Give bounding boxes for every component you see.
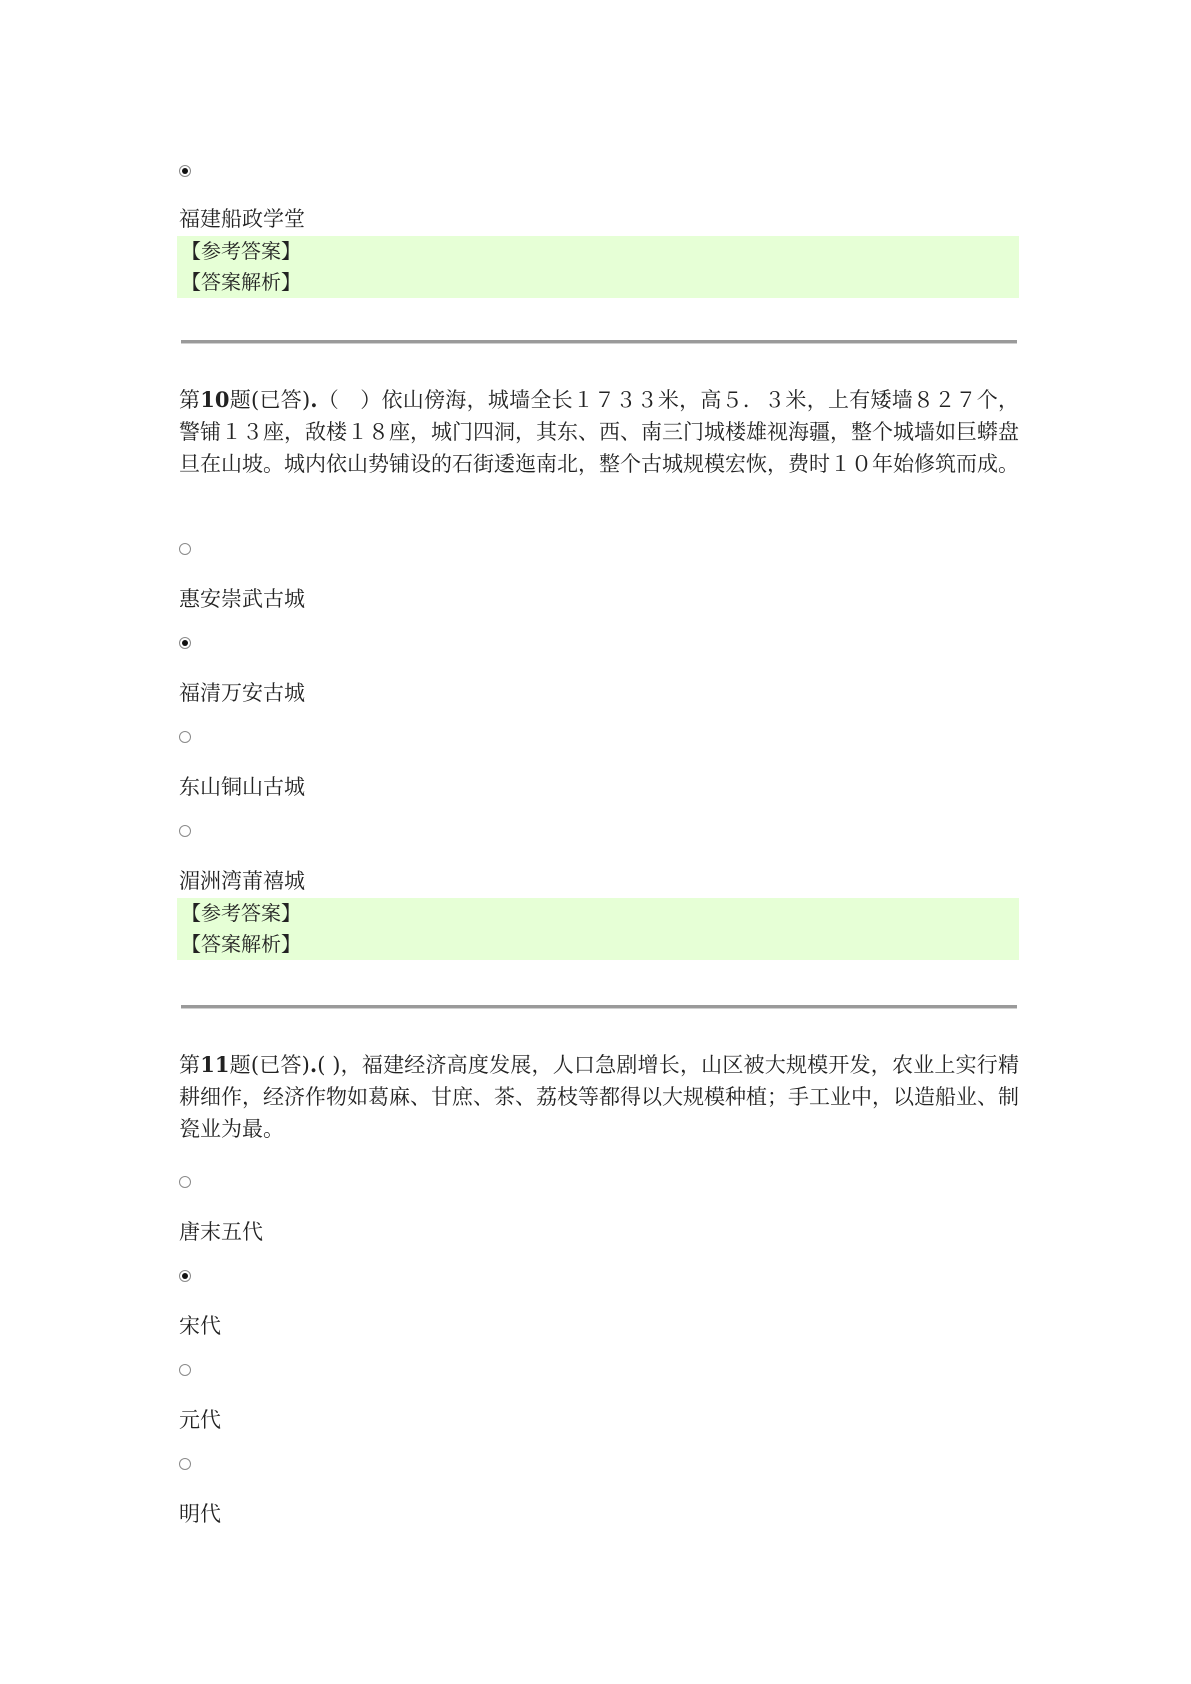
radio-option-q11-1[interactable] bbox=[179, 1176, 191, 1188]
question-prefix: 第 bbox=[179, 1053, 201, 1077]
question-dot: . bbox=[310, 387, 318, 412]
radio-option-q10-2[interactable] bbox=[179, 637, 191, 649]
radio-option-q11-2[interactable] bbox=[179, 1270, 191, 1282]
option-label-q10-4: 湄洲湾莆禧城 bbox=[179, 869, 305, 893]
option-label-q11-2: 宋代 bbox=[179, 1314, 221, 1338]
question-text: ( )，福建经济高度发展，人口急剧增长，山区被大规模开发，农业上实行精耕细作，经济作物如葛麻、甘庶、茶、荔枝等都得以大规模种植；手工业中，以造船业、制瓷业为最。 bbox=[179, 1053, 1020, 1141]
option-label-q11-1: 唐末五代 bbox=[179, 1220, 263, 1244]
answer-box-q10 bbox=[177, 898, 1019, 960]
option-label-q11-3: 元代 bbox=[179, 1408, 221, 1432]
radio-option-q10-4[interactable] bbox=[179, 825, 191, 837]
radio-option-q11-4[interactable] bbox=[179, 1458, 191, 1470]
question-dot: . bbox=[309, 1052, 318, 1077]
radio-option-q10-1[interactable] bbox=[179, 543, 191, 555]
radio-option-prev-1[interactable] bbox=[179, 165, 191, 177]
question-number: 10 bbox=[200, 387, 230, 412]
answer-analysis-label: 【答案解析】 bbox=[181, 932, 301, 956]
answer-box-prev bbox=[177, 236, 1019, 298]
question-status: 题(已答) bbox=[229, 1053, 310, 1077]
radio-option-q10-3[interactable] bbox=[179, 731, 191, 743]
option-label-q10-1: 惠安崇武古城 bbox=[179, 587, 305, 611]
question-status: 题(已答) bbox=[229, 388, 311, 412]
question-10 bbox=[179, 384, 1019, 480]
divider bbox=[181, 340, 1017, 344]
question-text: （ ）依山傍海，城墙全长１７３３米，高５．３米，上有矮墙８２７个，警铺１３座，敌楼１８座，城门四洞，其东、西、南三门城楼雄视海疆，整个城墙如巨蟒盘旦在山坡。城内依山势铺设的石街逶迤南北，整个古城规模宏恢，费时１０年始修筑而成。 bbox=[179, 388, 1020, 476]
option-label-q10-3: 东山铜山古城 bbox=[179, 775, 305, 799]
divider bbox=[181, 1005, 1017, 1009]
question-prefix: 第 bbox=[179, 388, 201, 412]
radio-option-q11-3[interactable] bbox=[179, 1364, 191, 1376]
question-number: 11 bbox=[200, 1052, 230, 1077]
question-11 bbox=[179, 1049, 1019, 1145]
option-label-q11-4: 明代 bbox=[179, 1502, 221, 1526]
option-label-q10-2: 福清万安古城 bbox=[179, 681, 305, 705]
reference-answer-label: 【参考答案】 bbox=[181, 239, 301, 263]
reference-answer-label: 【参考答案】 bbox=[181, 901, 301, 925]
option-label-prev-1: 福建船政学堂 bbox=[179, 207, 305, 231]
answer-analysis-label: 【答案解析】 bbox=[181, 270, 301, 294]
